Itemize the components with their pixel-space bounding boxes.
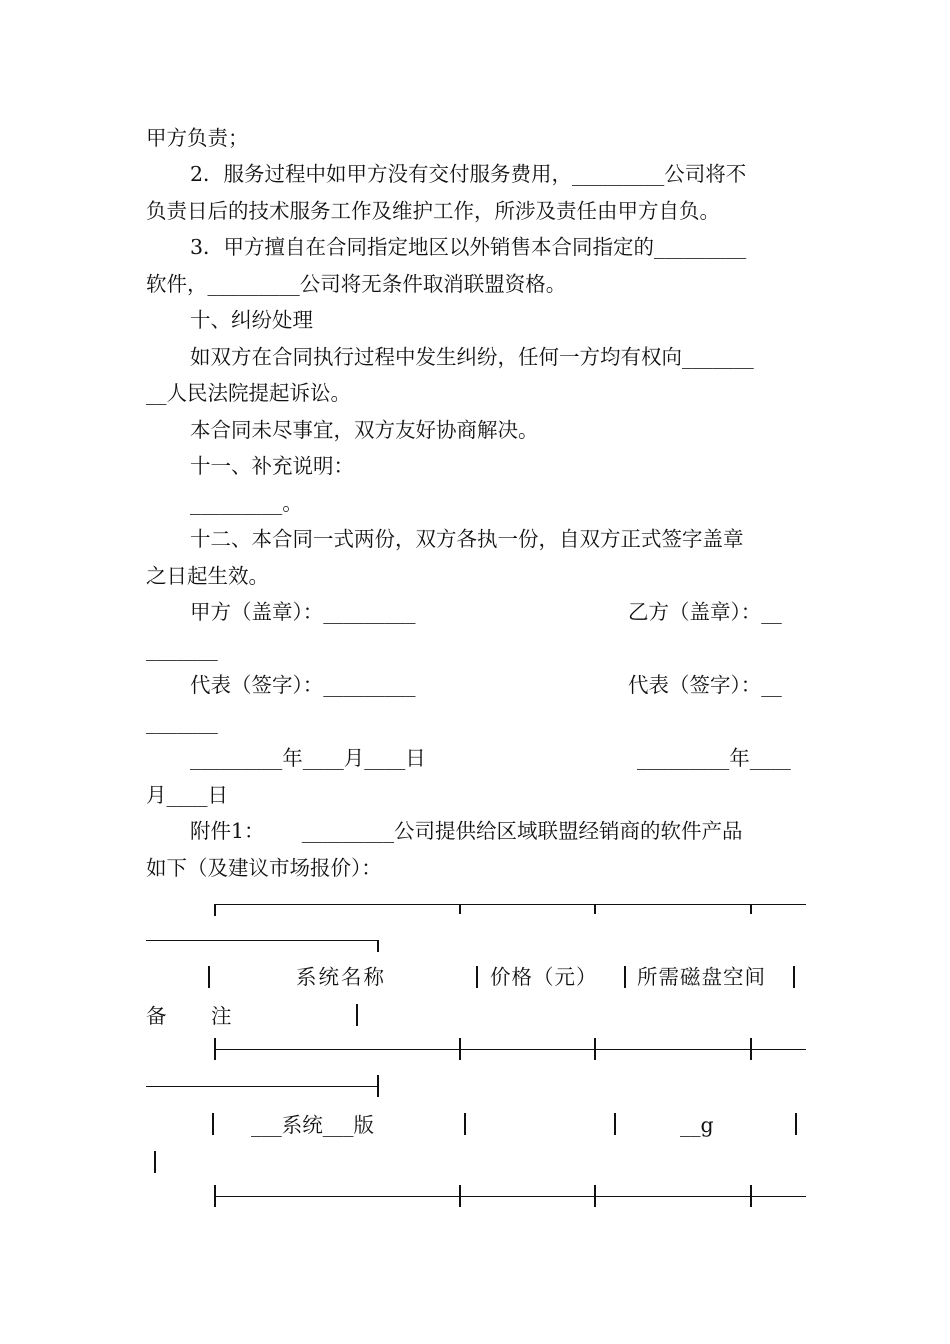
table-divider [624, 966, 626, 988]
clause-3: 3．甲方擅自在合同指定地区以外销售本合同指定的_________ [190, 235, 747, 259]
table-cross [750, 1185, 752, 1207]
table-mid-border [214, 1049, 806, 1050]
table-mid-border [214, 1196, 806, 1197]
section-11-heading: 十一、补充说明： [190, 454, 354, 478]
rep-b-sign-cont: _______ [146, 710, 218, 734]
table-cross [214, 1038, 216, 1060]
table-divider [795, 1113, 797, 1135]
text-line-1: 甲方负责； [146, 126, 249, 150]
header-disk-space: 所需磁盘空间 [637, 965, 766, 989]
table-cross [750, 1038, 752, 1060]
row1-disk-space: __g [680, 1113, 714, 1137]
table-cross [594, 1038, 596, 1060]
table-cross [377, 1075, 379, 1097]
table-divider [464, 1113, 466, 1135]
table-top-border [214, 904, 806, 905]
dispute-text: 如双方在合同执行过程中发生纠纷，任何一方均有权向_______ [190, 345, 754, 369]
attachment-1-cont: 如下（及建议市场报价）： [146, 856, 382, 880]
clause-3-cont: 软件，_________公司将无条件取消联盟资格。 [146, 272, 567, 296]
table-divider [212, 1113, 214, 1135]
table-top-border-cont [146, 940, 379, 941]
party-b-seal: 乙方（盖章）：__ [628, 600, 782, 624]
unresolved-text: 本合同未尽事宜，双方友好协商解决。 [190, 418, 539, 442]
table-cross [459, 1038, 461, 1060]
section-10-heading: 十、纠纷处理 [190, 308, 313, 332]
table-tick [459, 904, 461, 914]
date-a: _________年____月____日 [190, 746, 426, 770]
section-12-cont: 之日起生效。 [146, 564, 269, 588]
table-divider [154, 1151, 156, 1173]
table-divider [476, 966, 478, 988]
header-note-a: 备 [146, 1004, 167, 1028]
date-b-cont: 月____日 [146, 783, 228, 807]
table-divider [793, 966, 795, 988]
rep-a-sign: 代表（签字）：_________ [190, 673, 416, 697]
header-system-name: 系统名称 [296, 965, 386, 989]
row1-system-name: ___系统___版 [251, 1113, 374, 1137]
dispute-text-cont: __人民法院提起诉讼。 [146, 381, 351, 405]
date-b: _________年____ [637, 746, 791, 770]
table-mid-border-cont [146, 1086, 379, 1087]
attachment-1: 附件1： _________公司提供给区域联盟经销商的软件产品 [190, 819, 743, 843]
table-tick [594, 904, 596, 914]
table-divider [356, 1004, 358, 1026]
section-12: 十二、本合同一式两份，双方各执一份，自双方正式签字盖章 [190, 527, 744, 551]
header-price: 价格（元） [490, 965, 598, 989]
clause-2: 2．服务过程中如甲方没有交付服务费用，_________公司将不 [190, 162, 747, 186]
table-corner [214, 904, 216, 916]
party-b-seal-cont: _______ [146, 637, 218, 661]
table-divider [614, 1113, 616, 1135]
table-cross [459, 1185, 461, 1207]
party-a-seal: 甲方（盖章）：_________ [190, 600, 416, 624]
clause-2-cont: 负责日后的技术服务工作及维护工作，所涉及责任由甲方自负。 [146, 199, 720, 223]
supplement-blank: _________。 [190, 491, 303, 515]
table-tick [750, 904, 752, 914]
table-cross [594, 1185, 596, 1207]
header-note-b: 注 [211, 1004, 232, 1028]
table-corner [377, 940, 379, 952]
rep-b-sign: 代表（签字）：__ [628, 673, 782, 697]
table-cross [214, 1185, 216, 1207]
table-divider [208, 966, 210, 988]
